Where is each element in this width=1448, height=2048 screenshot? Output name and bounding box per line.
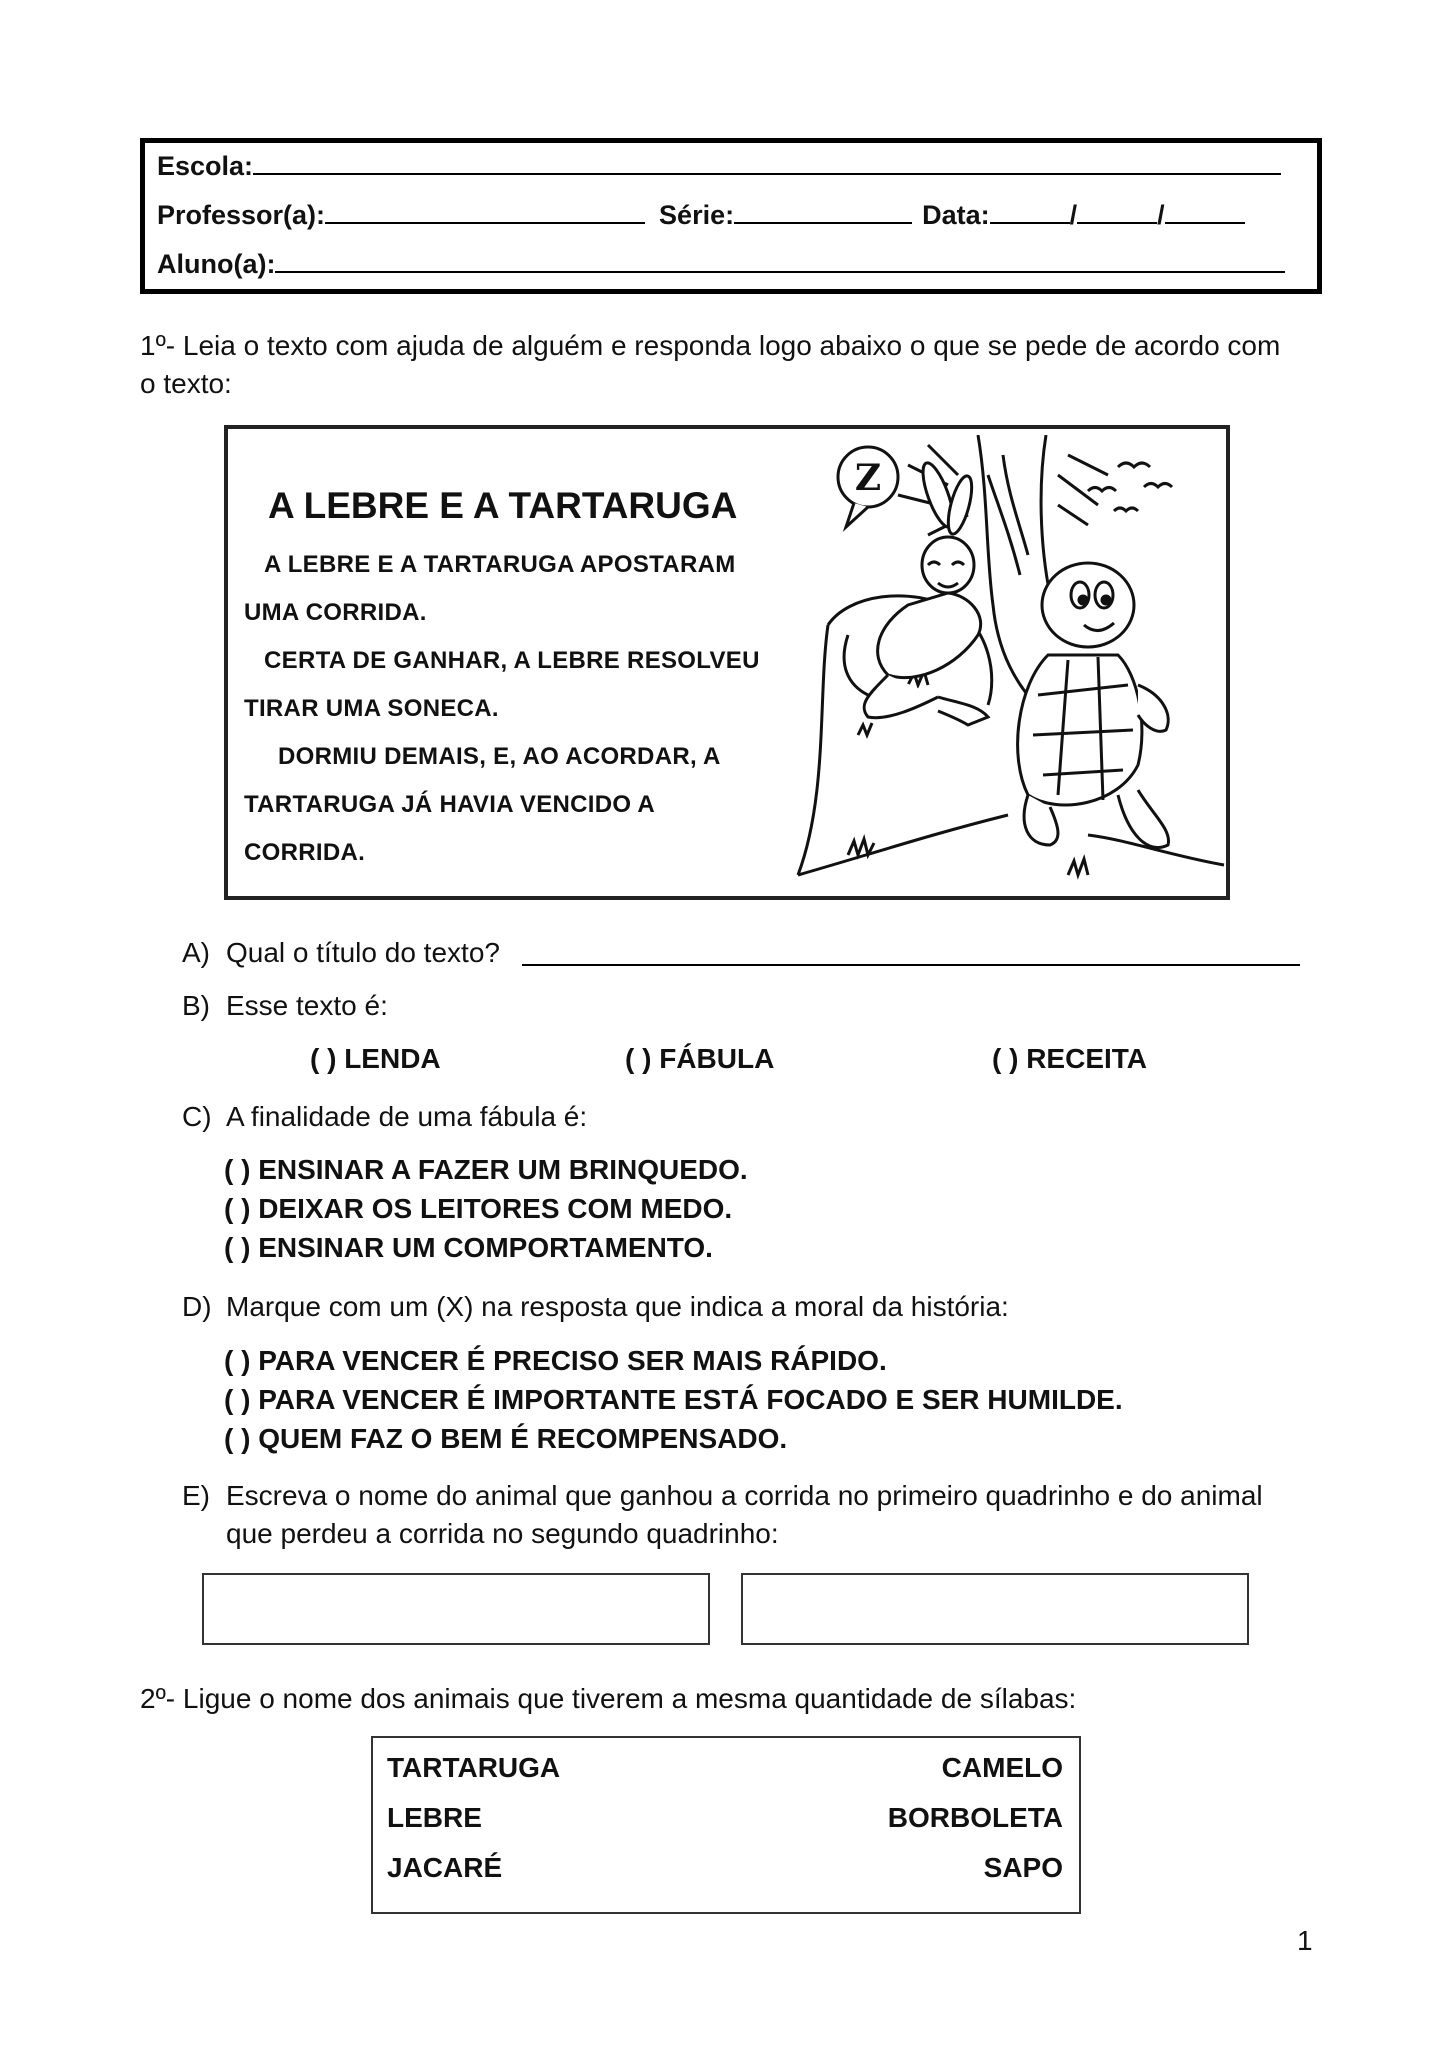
story-line: UMA CORRIDA. (244, 599, 427, 626)
page-number: 1 (1297, 1925, 1313, 1956)
item-b-letter: B) (182, 990, 210, 1021)
date-day-field[interactable] (990, 200, 1070, 224)
story-box (224, 425, 1230, 900)
story-line: TIRAR UMA SONECA. (244, 695, 499, 722)
professor-field[interactable] (325, 200, 645, 224)
q1-instruction-line2: o texto: (140, 368, 232, 399)
escola-row (157, 151, 1281, 182)
escola-label: Escola: (157, 151, 254, 181)
professor-label: Professor(a): (157, 200, 326, 230)
animal-match-box (371, 1736, 1081, 1914)
item-e-text-line1: Escreva o nome do animal que ganhou a corrida no primeiro quadrinho e do animal (226, 1480, 1263, 1511)
sleep-bubble-icon (838, 447, 898, 527)
date-separator: / (1069, 200, 1078, 230)
option-d1[interactable]: ( ) PARA VENCER É PRECISO SER MAIS RÁPIDO. (224, 1345, 887, 1376)
item-d-text: Marque com um (X) na resposta que indica a moral da história: (226, 1291, 1009, 1322)
story-line: TARTARUGA JÁ HAVIA VENCIDO A (244, 791, 656, 818)
animal-right[interactable]: CAMELO (941, 1752, 1063, 1783)
item-e-letter: E) (182, 1480, 210, 1511)
option-c2[interactable]: ( ) DEIXAR OS LEITORES COM MEDO. (224, 1193, 733, 1224)
animal-left[interactable]: JACARÉ (387, 1852, 503, 1883)
animal-left[interactable]: TARTARUGA (387, 1752, 561, 1783)
professor-row (157, 200, 1245, 231)
option-d2[interactable]: ( ) PARA VENCER É IMPORTANTE ESTÁ FOCADO E SER HUMILDE. (224, 1384, 1123, 1415)
item-c-letter: C) (182, 1101, 212, 1132)
title-answer-field[interactable] (522, 964, 1300, 966)
q2-instruction: 2º- Ligue o nome dos animais que tiverem a mesma quantidade de sílabas: (140, 1683, 1077, 1714)
option-receita[interactable]: ( ) RECEITA (992, 1043, 1148, 1074)
option-lenda[interactable]: ( ) LENDA (310, 1043, 441, 1074)
serie-label: Série: (659, 200, 735, 230)
animal-right[interactable]: BORBOLETA (887, 1802, 1063, 1833)
date-month-field[interactable] (1077, 200, 1157, 224)
hare-tortoise-illustration (788, 435, 1226, 895)
story-line: DORMIU DEMAIS, E, AO ACORDAR, A (278, 743, 721, 770)
item-c-text: A finalidade de uma fábula é: (226, 1101, 588, 1132)
tortoise-icon (1018, 563, 1169, 848)
item-b-text: Esse texto é: (226, 990, 388, 1021)
date-year-field[interactable] (1165, 200, 1245, 224)
option-d3[interactable]: ( ) QUEM FAZ O BEM É RECOMPENSADO. (224, 1423, 788, 1454)
aluno-label: Aluno(a): (157, 249, 276, 279)
serie-field[interactable] (734, 200, 912, 224)
data-label: Data: (922, 200, 990, 230)
sleep-letter: Z (854, 457, 882, 499)
date-separator: / (1157, 200, 1165, 230)
q1-instruction-line1: 1º- Leia o texto com ajuda de alguém e responda logo abaixo o que se pede de acordo com (140, 330, 1281, 361)
header-box (140, 138, 1322, 294)
story-line: CORRIDA. (244, 839, 366, 866)
animal-right[interactable]: SAPO (983, 1852, 1063, 1883)
item-d-letter: D) (182, 1291, 212, 1322)
story-title: A LEBRE E A TARTARUGA (268, 485, 738, 526)
item-a-letter: A) (182, 937, 210, 968)
story-line: CERTA DE GANHAR, A LEBRE RESOLVEU (264, 647, 760, 674)
aluno-field[interactable] (275, 249, 1285, 273)
option-fabula[interactable]: ( ) FÁBULA (625, 1043, 775, 1074)
aluno-row (157, 249, 1285, 280)
option-c1[interactable]: ( ) ENSINAR A FAZER UM BRINQUEDO. (224, 1154, 748, 1185)
story-line: A LEBRE E A TARTARUGA APOSTARAM (264, 551, 736, 578)
escola-field[interactable] (253, 151, 1281, 175)
option-c3[interactable]: ( ) ENSINAR UM COMPORTAMENTO. (224, 1232, 713, 1263)
loser-answer-box[interactable] (741, 1573, 1249, 1645)
item-e-text-line2: que perdeu a corrida no segundo quadrinho: (226, 1518, 779, 1549)
winner-answer-box[interactable] (202, 1573, 710, 1645)
animal-left[interactable]: LEBRE (387, 1802, 482, 1833)
item-a-text: Qual o título do texto? (226, 937, 500, 968)
